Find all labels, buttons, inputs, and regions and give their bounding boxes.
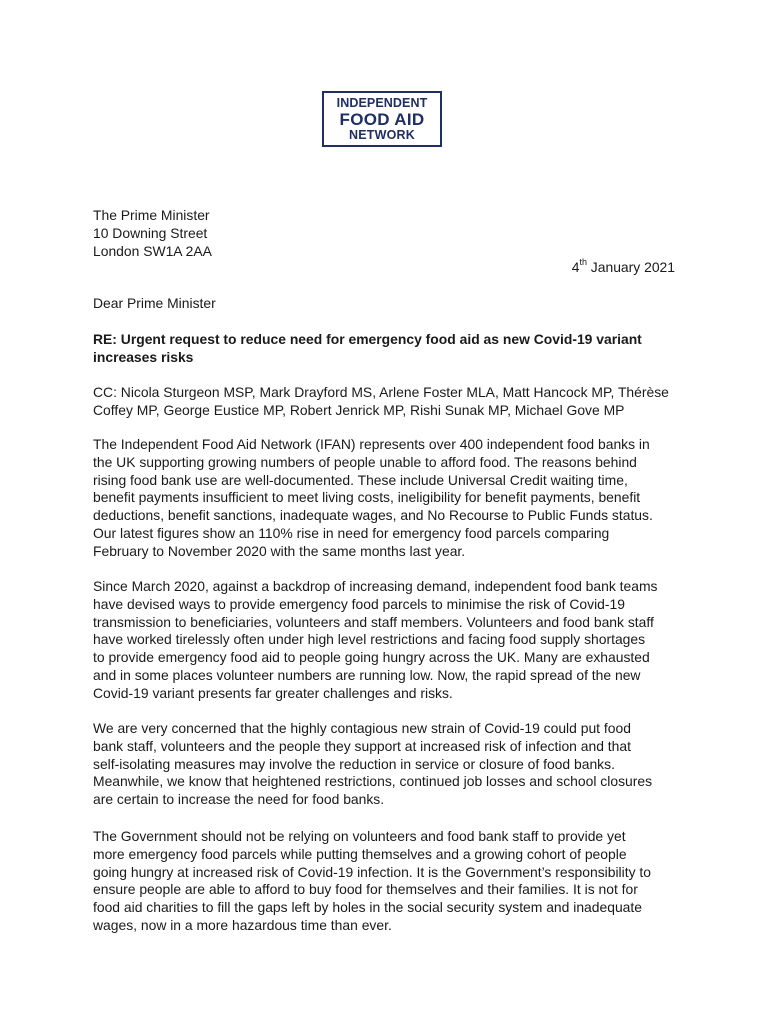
paragraph-3 (93, 720, 678, 809)
paragraph-line: and in some places volunteer numbers are running low. Now, the rapid spread of the new (93, 666, 641, 683)
paragraph-line: wages, now in a more hazardous time than ever. (93, 916, 392, 933)
subject-line-text: increases risks (93, 348, 194, 365)
paragraph-line: more emergency food parcels while putting themselves and a growing cohort of people (93, 845, 627, 862)
paragraph-line: bank staff, volunteers and the people they support at increased risk of infection and that (93, 737, 631, 754)
paragraph-line: going hungry at increased risk of Covid-19 infection. It is the Government’s responsibility to (93, 863, 651, 880)
logo-line-3: NETWORK (349, 127, 415, 142)
date-day: 4 (571, 259, 580, 275)
paragraph-line: We are very concerned that the highly contagious new strain of Covid-19 could put food (93, 720, 631, 736)
paragraph-line: the UK supporting growing numbers of people unable to afford food. The reasons behind (93, 453, 637, 470)
paragraph-line: The Independent Food Aid Network (IFAN) represents over 400 independent food banks in (93, 436, 650, 452)
date-suffix: th (579, 257, 587, 268)
logo-line-2: FOOD AID (339, 109, 425, 129)
paragraph-line: The Government should not be relying on volunteers and food bank staff to provide yet (93, 828, 626, 844)
paragraph-line: have worked tirelessly often under high level restrictions and facing food supply shortages (93, 631, 646, 648)
address-line: London SW1A 2AA (93, 242, 212, 259)
ifan-logo (322, 91, 442, 147)
paragraph-line: Covid-19 variant presents far greater challenges and risks. (93, 684, 453, 701)
paragraph-line: ensure people are able to afford to buy food for themselves and their families. It is not for (93, 881, 638, 898)
paragraph-line: rising food bank use are well-documented. These include Universal Credit waiting time, (93, 471, 628, 488)
letter-date (572, 259, 675, 277)
address-line: 10 Downing Street (93, 224, 208, 241)
paragraph-line: February to November 2020 with the same months last year. (93, 542, 466, 559)
paragraph-line: food aid charities to fill the gaps left by holes in the social security system and inadequate (93, 899, 642, 916)
address-line: The Prime Minister (93, 207, 210, 223)
paragraph-line: deductions, benefit sanctions, inadequate wages, and No Recourse to Public Funds status. (93, 507, 653, 524)
cc-line: CC: Nicola Sturgeon MSP, Mark Drayford MS, Arlene Foster MLA, Matt Hancock MP, Thérèse (93, 384, 669, 400)
logo-line-1: INDEPENDENT (336, 96, 428, 110)
paragraph-2 (93, 578, 678, 703)
paragraph-line: Our latest figures show an 110% rise in need for emergency food parcels comparing (93, 524, 610, 541)
paragraph-line: to provide emergency food aid to people going hungry across the UK. Many are exhausted (93, 649, 650, 666)
paragraph-1 (93, 436, 678, 561)
date-rest: January 2021 (586, 259, 675, 275)
recipient-address (93, 207, 678, 260)
salutation: Dear Prime Minister (93, 295, 216, 311)
paragraph-line: have devised ways to provide emergency food parcels to minimise the risk of Covid-19 (93, 595, 625, 612)
paragraph-line: are certain to increase the need for food banks. (93, 791, 385, 808)
paragraph-line: transmission to beneficiaries, volunteers and staff members. Volunteers and food bank staff (93, 613, 654, 630)
subject-line-text: RE: Urgent request to reduce need for emergency food aid as new Covid-19 variant (93, 331, 642, 347)
paragraph-line: Meanwhile, we know that heightened restrictions, continued job losses and school closures (93, 773, 653, 790)
paragraph-line: benefit payments insufficient to meet living costs, ineligibility for benefit payments, benefit (93, 489, 641, 506)
paragraph-line: Since March 2020, against a backdrop of increasing demand, independent food bank teams (93, 578, 658, 594)
cc-line: Coffey MP, George Eustice MP, Robert Jenrick MP, Rishi Sunak MP, Michael Gove MP (93, 401, 625, 418)
cc-list (93, 384, 678, 420)
subject-line (93, 331, 678, 367)
paragraph-line: self-isolating measures may involve the reduction in service or closure of food banks. (93, 755, 615, 772)
paragraph-4 (93, 828, 678, 935)
